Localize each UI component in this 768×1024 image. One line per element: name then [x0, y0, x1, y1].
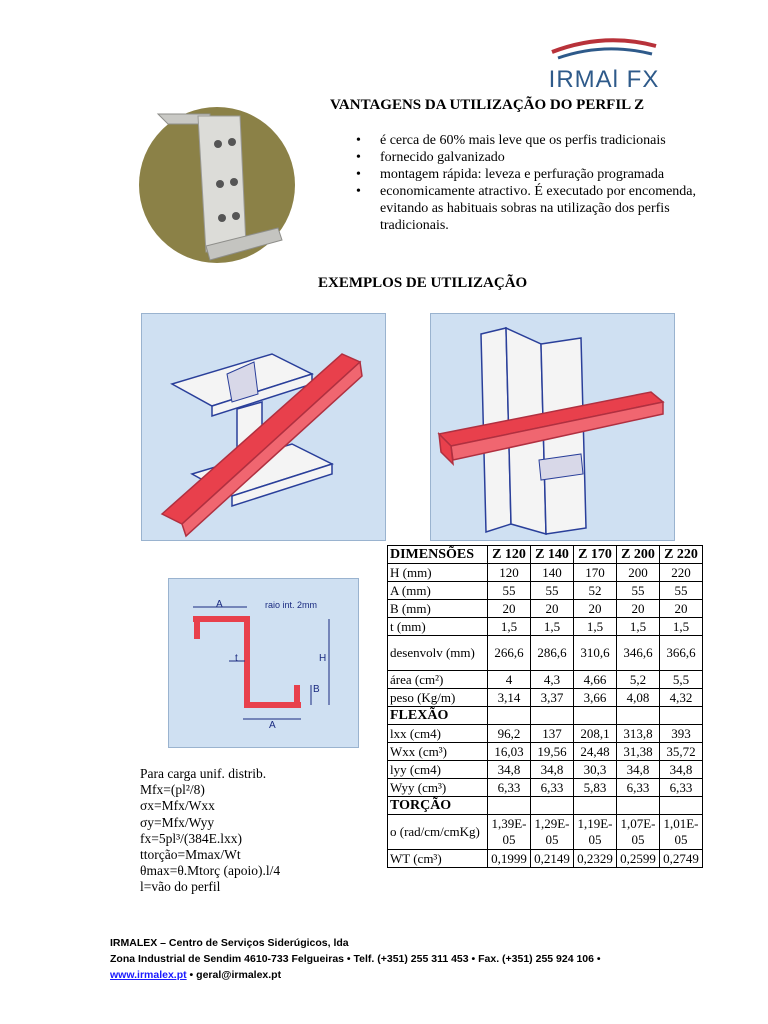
table-cell: 31,38 — [617, 743, 660, 761]
table-cell: 4,08 — [617, 689, 660, 707]
table-cell — [531, 707, 574, 725]
table-cell: 34,8 — [617, 761, 660, 779]
table-cell: 310,6 — [574, 636, 617, 671]
table-cell: 220 — [660, 564, 703, 582]
table-cell: 52 — [574, 582, 617, 600]
table-cell: Z 220 — [660, 546, 703, 564]
usage-illustration-2 — [430, 313, 675, 541]
table-cell: 137 — [531, 725, 574, 743]
diagram-label-b: B — [313, 684, 320, 695]
table-cell — [574, 707, 617, 725]
advantages-title: VANTAGENS DA UTILIZAÇÃO DO PERFIL Z — [330, 97, 645, 113]
table-cell: 1,5 — [574, 618, 617, 636]
table-row — [388, 582, 703, 600]
table-cell — [660, 707, 703, 725]
usage-illustration-1 — [141, 313, 386, 541]
table-cell: 55 — [660, 582, 703, 600]
dimensions-table-body — [388, 546, 703, 868]
row-label: desenvolv (mm) — [388, 636, 488, 671]
table-cell: 4,32 — [660, 689, 703, 707]
table-row — [388, 743, 703, 761]
formula-line: σx=Mfx/Wxx — [140, 798, 215, 814]
table-cell: 0,2749 — [660, 850, 703, 868]
table-cell: Z 200 — [617, 546, 660, 564]
table-cell: 313,8 — [617, 725, 660, 743]
table-cell: 34,8 — [531, 761, 574, 779]
formulas-block — [140, 766, 280, 896]
table-cell: 34,8 — [488, 761, 531, 779]
table-cell — [660, 797, 703, 815]
table-cell — [488, 707, 531, 725]
dimensions-table — [387, 545, 703, 868]
footer-email: • geral@irmalex.pt — [186, 969, 282, 981]
table-cell: 3,37 — [531, 689, 574, 707]
table-row — [388, 779, 703, 797]
table-cell: 1,07E-05 — [617, 815, 660, 850]
table-cell: 0,2599 — [617, 850, 660, 868]
row-label: H (mm) — [388, 564, 488, 582]
row-label: FLEXÃO — [388, 707, 488, 725]
table-row — [388, 761, 703, 779]
formula-line: ttorção=Mmax/Wt — [140, 847, 241, 863]
z-profile-photo — [138, 106, 296, 264]
table-row — [388, 707, 703, 725]
footer-address: Zona Industrial de Sendim 4610-733 Felgueiras • Telf. (+351) 255 311 453 • Fax. (+351) 255 924 106 • — [110, 953, 601, 965]
table-cell: 346,6 — [617, 636, 660, 671]
row-label: o (rad/cm/cmKg) — [388, 815, 488, 850]
table-cell: 55 — [617, 582, 660, 600]
logo-swoosh-icon — [548, 38, 660, 68]
table-cell: 0,1999 — [488, 850, 531, 868]
table-cell: 0,2149 — [531, 850, 574, 868]
table-cell: 1,5 — [488, 618, 531, 636]
table-cell: 366,6 — [660, 636, 703, 671]
table-cell: 34,8 — [660, 761, 703, 779]
table-cell: 96,2 — [488, 725, 531, 743]
row-label: lxx (cm4) — [388, 725, 488, 743]
table-cell: 170 — [574, 564, 617, 582]
row-label: peso (Kg/m) — [388, 689, 488, 707]
table-cell: 1,5 — [531, 618, 574, 636]
table-cell: 6,33 — [488, 779, 531, 797]
table-cell: 1,5 — [617, 618, 660, 636]
diagram-label-t: t — [235, 653, 238, 664]
irmalex-logo — [548, 38, 660, 104]
bullet-icon: • — [356, 184, 361, 199]
table-cell: 55 — [531, 582, 574, 600]
formula-line: l=vão do perfil — [140, 879, 221, 895]
diagram-label-radius: raio int. 2mm — [265, 600, 318, 610]
list-item: • é cerca de 60% mais leve que os perfis tradicionais — [356, 133, 666, 148]
table-cell: 208,1 — [574, 725, 617, 743]
table-cell: 3,14 — [488, 689, 531, 707]
table-cell: 4,66 — [574, 671, 617, 689]
table-row — [388, 564, 703, 582]
table-cell: 5,2 — [617, 671, 660, 689]
row-label: DIMENSÕES — [388, 546, 488, 564]
table-cell: 1,01E-05 — [660, 815, 703, 850]
diagram-label-a-bottom: A — [269, 720, 276, 731]
table-row — [388, 546, 703, 564]
row-label: lyy (cm4) — [388, 761, 488, 779]
table-cell: 4 — [488, 671, 531, 689]
table-cell — [574, 797, 617, 815]
table-cell: 5,83 — [574, 779, 617, 797]
table-cell — [617, 797, 660, 815]
table-row — [388, 725, 703, 743]
footer — [110, 935, 601, 983]
table-cell: 20 — [617, 600, 660, 618]
row-label: WT (cm³) — [388, 850, 488, 868]
table-cell: 20 — [574, 600, 617, 618]
table-cell: Z 170 — [574, 546, 617, 564]
table-cell: 1,5 — [660, 618, 703, 636]
table-cell: 6,33 — [531, 779, 574, 797]
formula-line: Mfx=(pl²/8) — [140, 782, 205, 798]
logo-text: IRMAl FX — [548, 66, 660, 93]
table-cell: Z 140 — [531, 546, 574, 564]
table-cell: 4,3 — [531, 671, 574, 689]
table-row — [388, 689, 703, 707]
table-cell: 0,2329 — [574, 850, 617, 868]
row-label: Wxx (cm³) — [388, 743, 488, 761]
table-cell: 1,39E-05 — [488, 815, 531, 850]
list-item: • montagem rápida: leveza e perfuração programada — [356, 167, 665, 182]
table-cell: 20 — [660, 600, 703, 618]
footer-company: IRMALEX – Centro de Serviços Siderúgicos, lda — [110, 937, 349, 949]
footer-contacts — [110, 967, 601, 983]
formula-line: θmax=θ.Mtorç (apoio).l/4 — [140, 863, 281, 879]
table-cell: 140 — [531, 564, 574, 582]
table-cell: 20 — [488, 600, 531, 618]
formula-line: fx=5pl³/(384E.lxx) — [140, 830, 243, 846]
table-cell: 120 — [488, 564, 531, 582]
table-row — [388, 797, 703, 815]
table-cell — [617, 707, 660, 725]
table-cell: 20 — [531, 600, 574, 618]
row-label: TORÇÃO — [388, 797, 488, 815]
table-row — [388, 600, 703, 618]
table-cell: 3,66 — [574, 689, 617, 707]
diagram-label-h: H — [319, 653, 327, 664]
table-cell: 35,72 — [660, 743, 703, 761]
formula-line: Para carga unif. distrib. — [140, 766, 267, 781]
table-cell: 5,5 — [660, 671, 703, 689]
row-label: A (mm) — [388, 582, 488, 600]
row-label: área (cm²) — [388, 671, 488, 689]
table-row — [388, 815, 703, 850]
table-cell: 1,19E-05 — [574, 815, 617, 850]
table-row — [388, 671, 703, 689]
table-cell: 16,03 — [488, 743, 531, 761]
row-label: Wyy (cm³) — [388, 779, 488, 797]
table-cell: 24,48 — [574, 743, 617, 761]
bullet-icon: • — [356, 133, 361, 148]
advantages-list — [350, 132, 730, 234]
table-cell: 266,6 — [488, 636, 531, 671]
row-label: B (mm) — [388, 600, 488, 618]
table-row — [388, 636, 703, 671]
website-link[interactable]: www.irmalex.pt — [110, 969, 187, 981]
table-row — [388, 618, 703, 636]
table-cell: 6,33 — [660, 779, 703, 797]
table-cell: 393 — [660, 725, 703, 743]
examples-title: EXEMPLOS DE UTILIZAÇÃO — [318, 275, 528, 291]
z-section-diagram — [168, 578, 359, 748]
diagram-label-a-top: A — [216, 599, 223, 610]
formula-line: σy=Mfx/Wyy — [140, 814, 215, 830]
table-cell: 19,56 — [531, 743, 574, 761]
table-cell: 1,29E-05 — [531, 815, 574, 850]
table-cell: Z 120 — [488, 546, 531, 564]
table-cell — [488, 797, 531, 815]
table-cell — [531, 797, 574, 815]
table-cell: 200 — [617, 564, 660, 582]
list-item: • fornecido galvanizado — [356, 150, 505, 165]
table-cell: 30,3 — [574, 761, 617, 779]
table-cell: 286,6 — [531, 636, 574, 671]
bullet-icon: • — [356, 167, 361, 182]
bullet-icon: • — [356, 150, 361, 165]
table-cell: 55 — [488, 582, 531, 600]
row-label: t (mm) — [388, 618, 488, 636]
table-cell: 6,33 — [617, 779, 660, 797]
table-row — [388, 850, 703, 868]
list-item: • economicamente atractivo. É executado por encomenda, evitando as habituais sobras na utilização dos perfis tradicionais. — [356, 184, 697, 233]
